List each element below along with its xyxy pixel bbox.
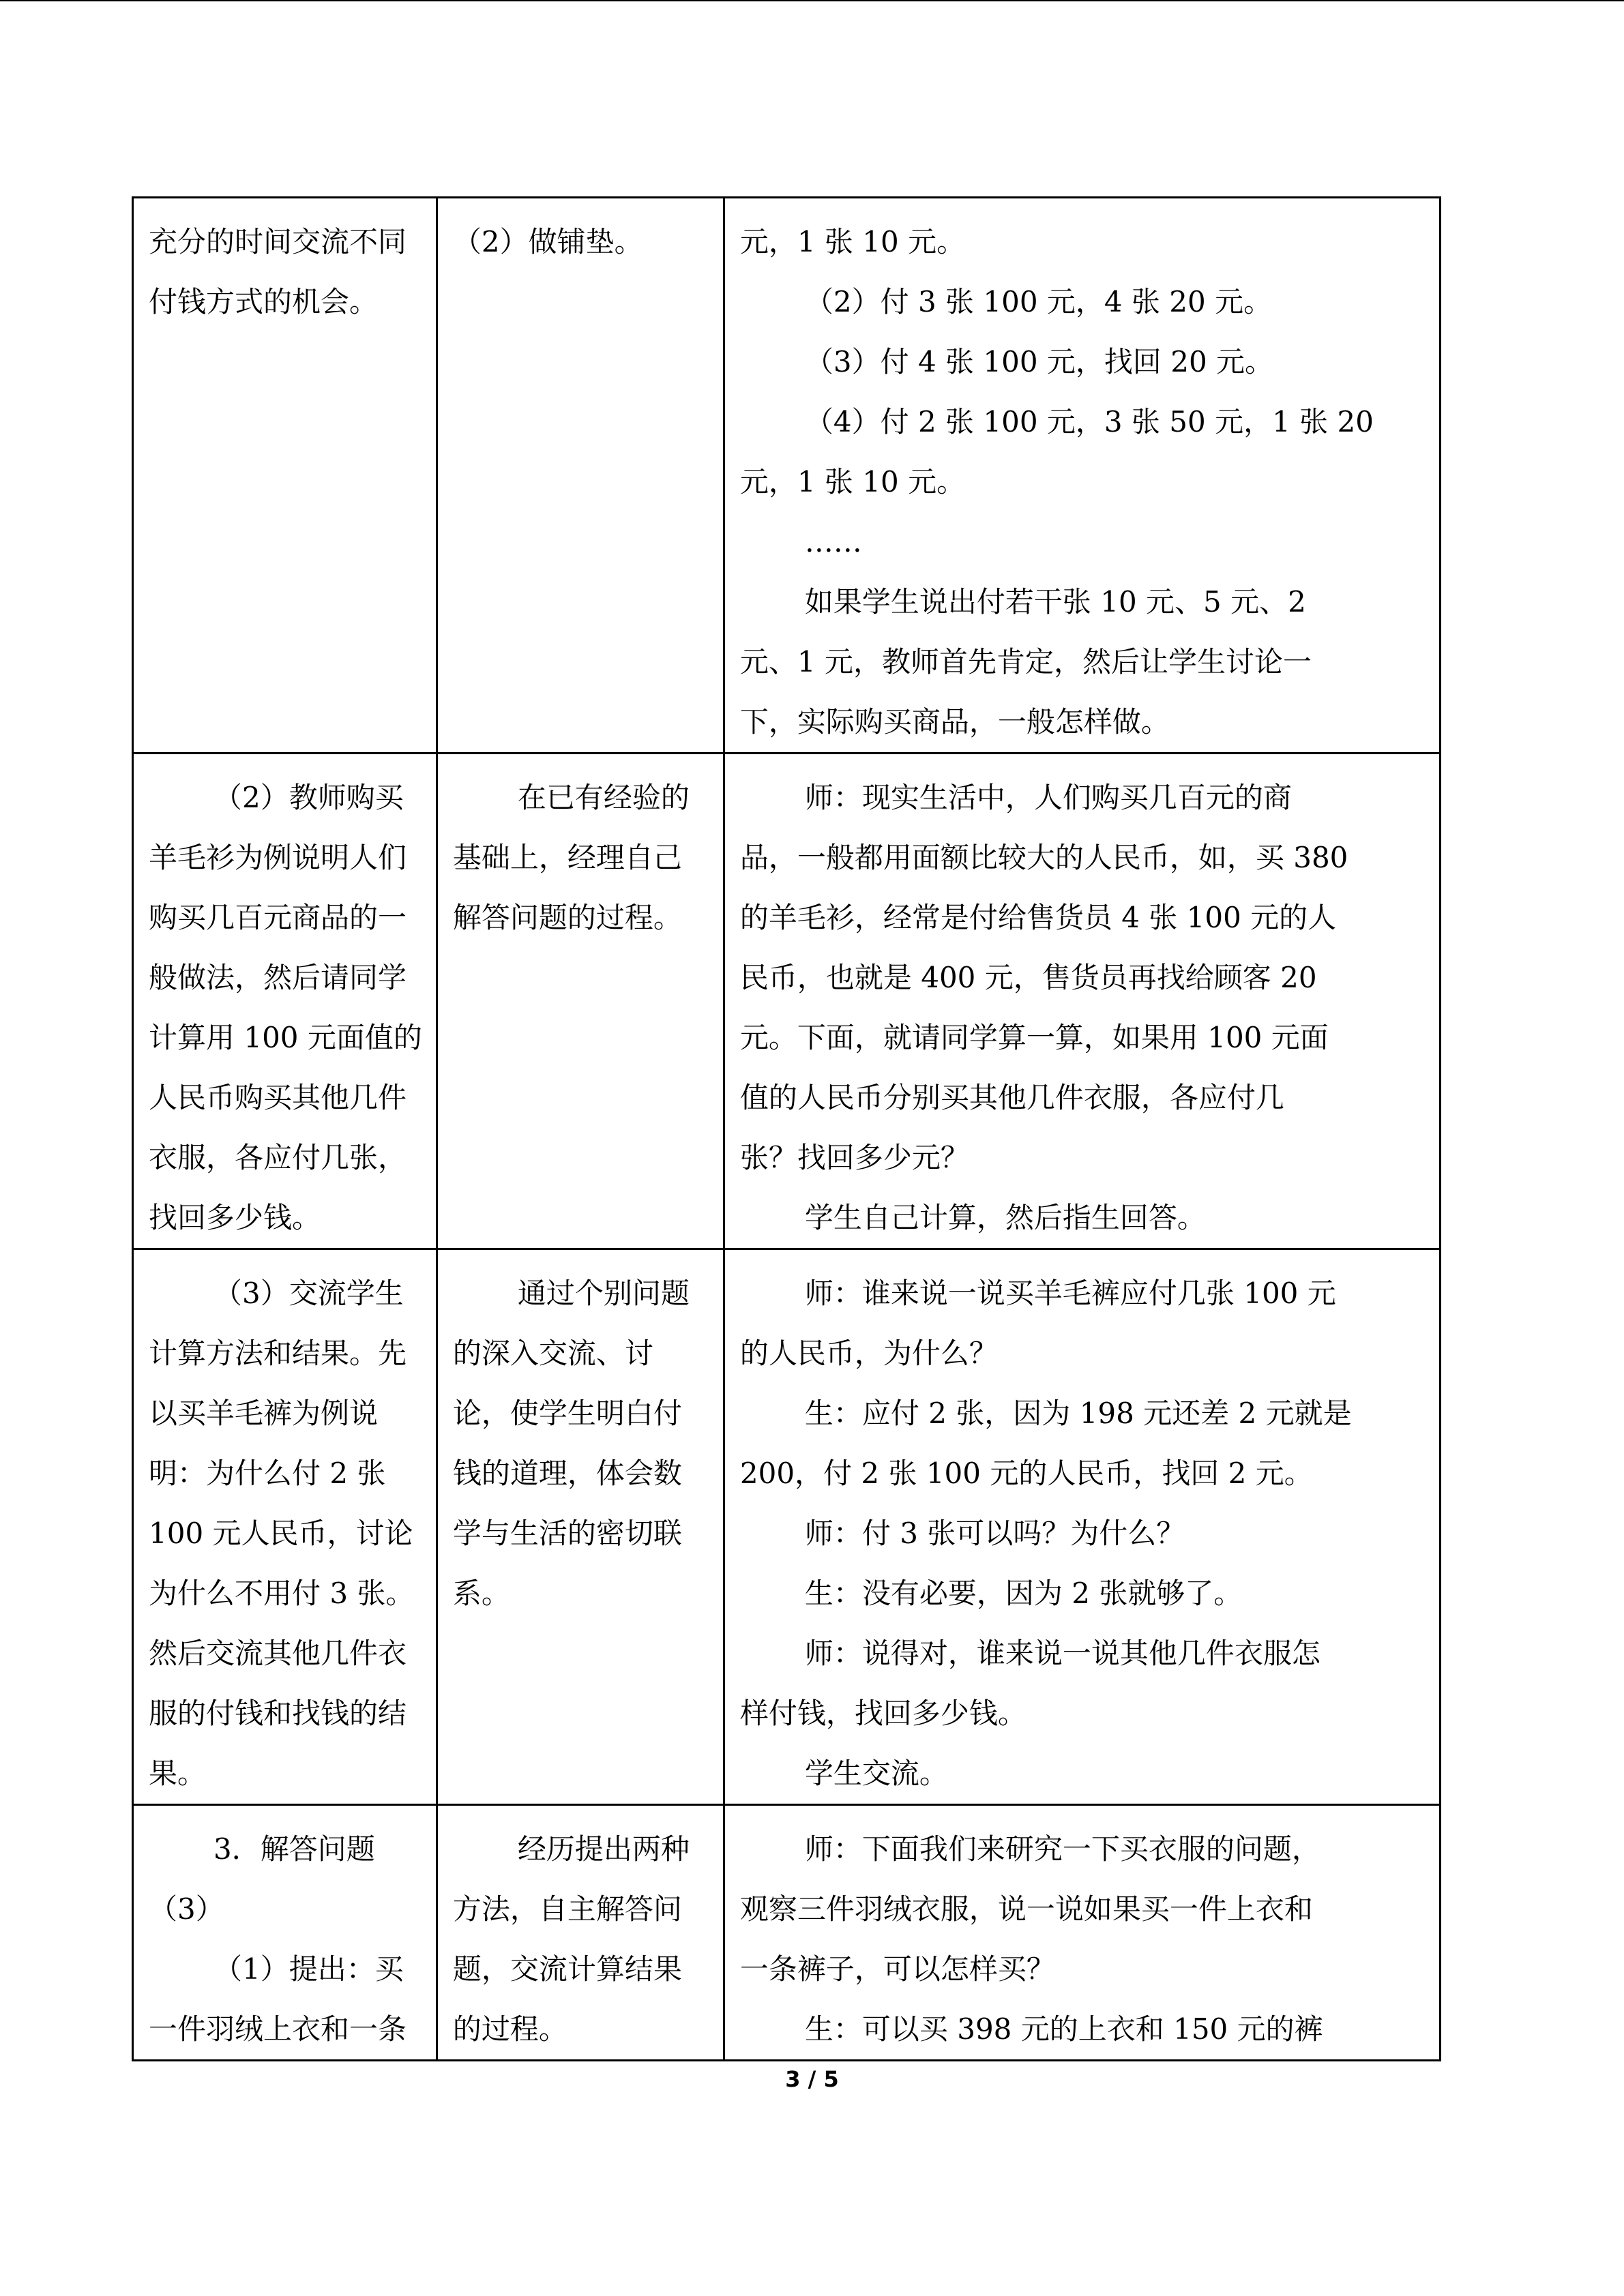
- table-cell-activity: [133, 754, 437, 1249]
- cell-line: （3）: [149, 1892, 224, 1926]
- cell-line: 生：没有必要，因为 2 张就够了。: [804, 1577, 1243, 1610]
- cell-line: 民币，也就是 400 元，售货员再找给顾客 20: [739, 961, 1317, 994]
- table-cell-activity: [133, 1805, 437, 2061]
- cell-line: 明：为什么付 2 张: [149, 1457, 386, 1490]
- table-cell-process: [724, 754, 1440, 1249]
- cell-line: 元。下面，就请同学算一算，如果用 100 元面: [739, 1021, 1329, 1054]
- cell-line: 生：应付 2 张，因为 198 元还差 2 元就是: [804, 1397, 1352, 1430]
- cell-line: 元，1 张 10 元。: [739, 225, 966, 258]
- cell-line: 的深入交流、讨: [452, 1337, 653, 1370]
- cell-line: 的过程。: [452, 2012, 567, 2046]
- cell-line: 般做法，然后请同学: [149, 961, 407, 994]
- cell-line: 师：谁来说一说买羊毛裤应付几张 100 元: [804, 1277, 1336, 1310]
- table-cell-activity: [133, 1249, 437, 1805]
- cell-line: 品，一般都用面额比较大的人民币，如，买 380: [739, 841, 1348, 874]
- table-row: [133, 754, 1441, 1249]
- cell-line: 的人民币，为什么？: [739, 1337, 998, 1370]
- cell-line: 的羊毛衫，经常是付给售货员 4 张 100 元的人: [739, 901, 1337, 934]
- lesson-plan-table: [132, 196, 1441, 2061]
- cell-line: 充分的时间交流不同: [149, 225, 407, 258]
- cell-line: 元、1 元，教师首先肯定，然后让学生讨论一: [739, 645, 1312, 679]
- cell-line: 经历提出两种: [517, 1832, 690, 1866]
- cell-line: 观察三件羽绒衣服，说一说如果买一件上衣和: [739, 1892, 1313, 1926]
- table-row: [133, 1249, 1441, 1805]
- table-cell-intent: [437, 1805, 724, 2061]
- cell-line: 购买几百元商品的一: [149, 901, 407, 934]
- cell-line: 计算用 100 元面值的: [149, 1021, 422, 1054]
- cell-line: 基础上，经理自己: [452, 841, 682, 874]
- cell-line: ……: [804, 525, 862, 558]
- cell-line: 下，实际购买商品，一般怎样做。: [739, 705, 1170, 739]
- cell-line: 师：付 3 张可以吗？为什么？: [804, 1517, 1185, 1550]
- cell-line: 羊毛衫为例说明人们: [149, 841, 407, 874]
- cell-line: 师：现实生活中，人们购买几百元的商: [804, 781, 1292, 814]
- cell-line: 题，交流计算结果: [452, 1952, 682, 1986]
- cell-line: 如果学生说出付若干张 10 元、5 元、2: [804, 585, 1306, 618]
- cell-line: 一条裤子，可以怎样买？: [739, 1952, 1055, 1986]
- cell-line: 解答问题的过程。: [452, 901, 682, 934]
- cell-line: 学与生活的密切联: [452, 1517, 682, 1550]
- cell-line: 一件羽绒上衣和一条: [149, 2012, 407, 2046]
- cell-line: （2）付 3 张 100 元，4 张 20 元。: [804, 285, 1273, 318]
- table-cell-process: [724, 198, 1440, 754]
- cell-line: 值的人民币分别买其他几件衣服，各应付几: [739, 1081, 1284, 1114]
- cell-line: 钱的道理，体会数: [452, 1457, 682, 1490]
- cell-line: 学生自己计算，然后指生回答。: [804, 1201, 1206, 1234]
- cell-line: 200，付 2 张 100 元的人民币，找回 2 元。: [739, 1457, 1313, 1490]
- cell-line: 付钱方式的机会。: [149, 285, 379, 318]
- page-top-border: [0, 0, 1624, 1]
- table-cell-process: [724, 1805, 1440, 2061]
- cell-line: 衣服，各应付几张，: [149, 1141, 407, 1174]
- cell-line: 生：可以买 398 元的上衣和 150 元的裤: [804, 2012, 1323, 2046]
- cell-line: （3）付 4 张 100 元，找回 20 元。: [804, 345, 1274, 378]
- cell-line: 样付钱，找回多少钱。: [739, 1697, 1027, 1730]
- cell-line: 师：下面我们来研究一下买衣服的问题，: [804, 1832, 1320, 1866]
- table-cell-process: [724, 1249, 1440, 1805]
- cell-line: 论，使学生明白付: [452, 1397, 682, 1430]
- cell-line: 通过个别问题: [517, 1277, 690, 1310]
- cell-line: 以买羊毛裤为例说: [149, 1397, 379, 1430]
- cell-line: 人民币购买其他几件: [149, 1081, 407, 1114]
- cell-line: 为什么不用付 3 张。: [149, 1577, 415, 1610]
- cell-line: 系。: [452, 1577, 510, 1610]
- cell-line: 果。: [149, 1757, 207, 1790]
- cell-line: 师：说得对，谁来说一说其他几件衣服怎: [804, 1637, 1320, 1670]
- cell-line: 元，1 张 10 元。: [739, 465, 966, 498]
- cell-line: （1）提出：买: [213, 1952, 404, 1986]
- table-cell-intent: [437, 754, 724, 1249]
- table-row: [133, 1805, 1441, 2061]
- cell-line: （4）付 2 张 100 元，3 张 50 元，1 张 20: [804, 405, 1374, 438]
- cell-line: （3）交流学生: [213, 1277, 404, 1310]
- cell-line: （2）做铺垫。: [452, 225, 643, 258]
- cell-line: 找回多少钱。: [149, 1201, 321, 1234]
- cell-line: 张？找回多少元？: [739, 1141, 969, 1174]
- cell-line: 然后交流其他几件衣: [149, 1637, 407, 1670]
- table-cell-intent: [437, 198, 724, 754]
- cell-line: 3．解答问题: [213, 1832, 375, 1866]
- cell-line: 学生交流。: [804, 1757, 948, 1790]
- page-number: 3 / 5: [785, 2066, 839, 2092]
- table-cell-intent: [437, 1249, 724, 1805]
- cell-line: 方法，自主解答问: [452, 1892, 682, 1926]
- table-cell-activity: [133, 198, 437, 754]
- cell-line: 在已有经验的: [517, 781, 690, 814]
- cell-line: 100 元人民币，讨论: [149, 1517, 413, 1550]
- cell-line: 计算方法和结果。先: [149, 1337, 407, 1370]
- cell-line: 服的付钱和找钱的结: [149, 1697, 407, 1730]
- cell-line: （2）教师购买: [213, 781, 404, 814]
- table-row: [133, 198, 1441, 754]
